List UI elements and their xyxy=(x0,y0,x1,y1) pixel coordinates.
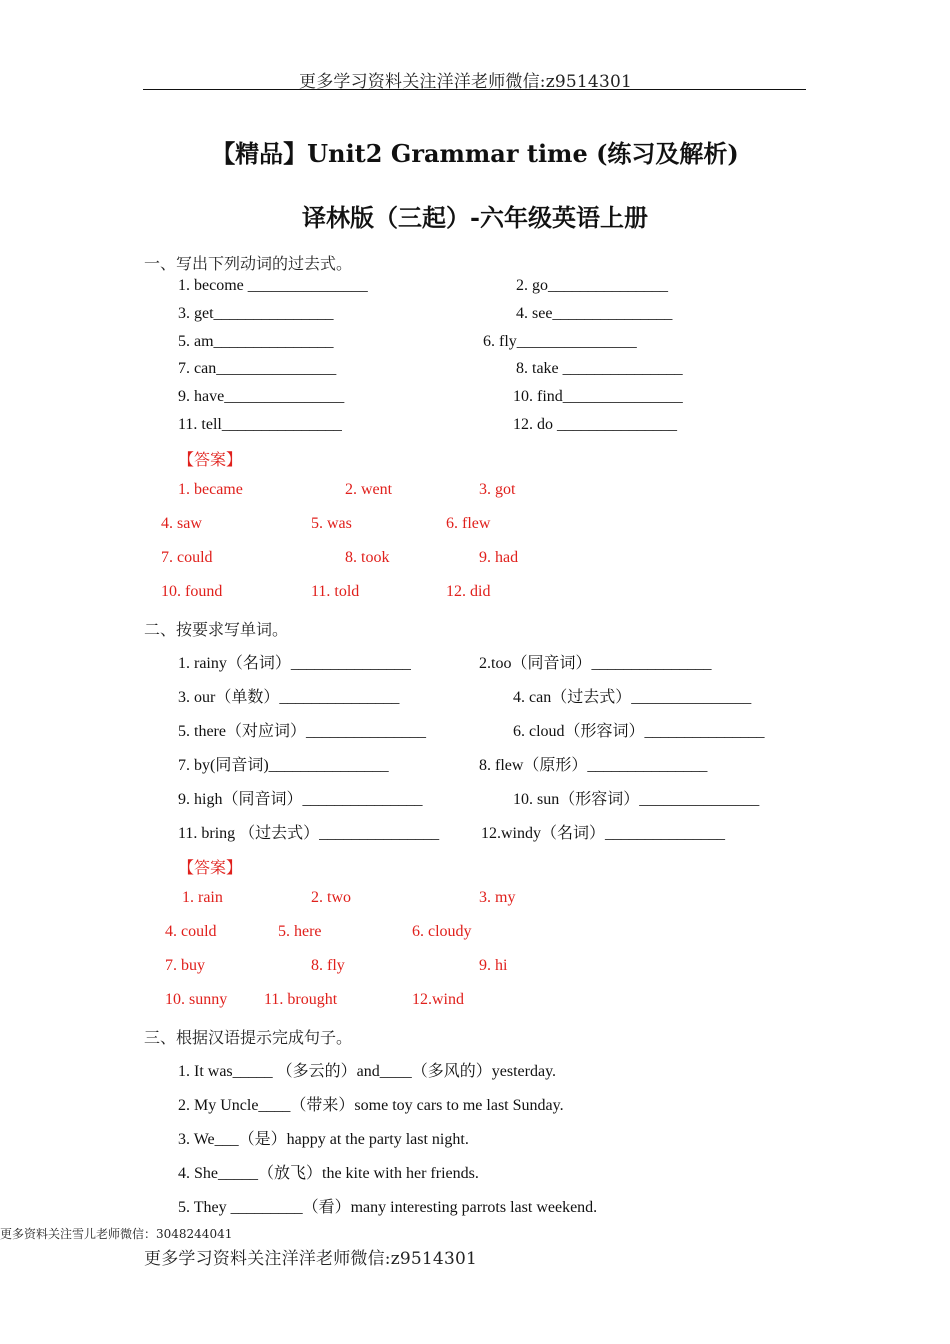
s2-answer: 12.wind xyxy=(412,991,464,1008)
s1-item: 2. go_______________ xyxy=(516,277,668,294)
header-divider xyxy=(143,89,806,90)
s1-item: 9. have_______________ xyxy=(178,388,345,405)
s2-answer: 4. could xyxy=(165,923,217,940)
page-footer-text: 更多学习资料关注洋洋老师微信:z9514301 xyxy=(144,1249,477,1269)
s2-item: 11. bring （过去式）_______________ xyxy=(178,825,440,842)
s2-item: 4. can（过去式）_______________ xyxy=(513,689,752,706)
s1-item: 11. tell_______________ xyxy=(178,416,342,433)
s1-item: 4. see_______________ xyxy=(516,305,673,322)
document-subtitle: 译林版（三起）-六年级英语上册 xyxy=(302,203,648,232)
s2-item: 6. cloud（形容词）_______________ xyxy=(513,723,765,740)
section3-heading: 三、根据汉语提示完成句子。 xyxy=(144,1030,353,1047)
s1-answer: 5. was xyxy=(311,515,352,532)
s1-item: 6. fly_______________ xyxy=(483,333,637,350)
s1-answer: 8. took xyxy=(345,549,390,566)
s2-item: 3. our（单数）_______________ xyxy=(178,689,400,706)
s1-item: 5. am_______________ xyxy=(178,333,334,350)
s1-answer: 6. flew xyxy=(446,515,491,532)
s3-item: 5. They _________（看）many interesting parrots last weekend. xyxy=(178,1199,598,1216)
s1-answer: 4. saw xyxy=(161,515,202,532)
s1-item: 10. find_______________ xyxy=(513,388,683,405)
s2-answer: 5. here xyxy=(278,923,322,940)
s3-item: 1. It was_____ （多云的）and____（多风的）yesterday. xyxy=(178,1063,557,1080)
s3-item: 4. She_____（放飞）the kite with her friends. xyxy=(178,1165,479,1182)
s1-item: 12. do _______________ xyxy=(513,416,677,433)
side-watermark-text: 更多资料关注雪儿老师微信：3048244041 xyxy=(0,1227,233,1241)
s1-answer: 7. could xyxy=(161,549,213,566)
s2-answer: 1. rain xyxy=(182,889,223,906)
s2-item: 8. flew（原形）_______________ xyxy=(479,757,708,774)
s3-item: 2. My Uncle____（带来）some toy cars to me last Sunday. xyxy=(178,1097,564,1114)
s1-answer: 3. got xyxy=(479,481,516,498)
s2-answer: 11. brought xyxy=(264,991,338,1008)
s2-answer: 10. sunny xyxy=(165,991,228,1008)
s2-answer: 6. cloudy xyxy=(412,923,472,940)
s2-answer: 7. buy xyxy=(165,957,205,974)
document-title: 【精品】Unit2 Grammar time (练习及解析) xyxy=(211,139,739,168)
s1-item: 8. take _______________ xyxy=(516,360,683,377)
section2-heading: 二、按要求写单词。 xyxy=(144,622,289,639)
s1-answer: 11. told xyxy=(311,583,360,600)
s1-item: 1. become _______________ xyxy=(178,277,368,294)
s2-answer-label: 【答案】 xyxy=(178,860,243,877)
s2-item: 9. high（同音词）_______________ xyxy=(178,791,423,808)
s1-answer: 9. had xyxy=(479,549,519,566)
s2-item: 5. there（对应词）_______________ xyxy=(178,723,426,740)
s1-item: 7. can_______________ xyxy=(178,360,337,377)
s3-item: 3. We___（是）happy at the party last night. xyxy=(178,1131,469,1148)
s2-item: 1. rainy（名词）_______________ xyxy=(178,655,411,672)
s2-item: 7. by(同音词)_______________ xyxy=(178,757,389,774)
s2-item: 12.windy（名词）_______________ xyxy=(481,825,726,842)
s1-answer: 1. became xyxy=(178,481,243,498)
s2-answer: 2. two xyxy=(311,889,351,906)
s2-answer: 3. my xyxy=(479,889,516,906)
s1-answer-label: 【答案】 xyxy=(178,452,243,469)
s1-item: 3. get_______________ xyxy=(178,305,334,322)
section1-heading: 一、写出下列动词的过去式。 xyxy=(144,256,353,273)
s1-answer: 10. found xyxy=(161,583,223,600)
s2-item: 2.too（同音词）_______________ xyxy=(479,655,712,672)
s2-item: 10. sun（形容词）_______________ xyxy=(513,791,760,808)
s2-answer: 9. hi xyxy=(479,957,508,974)
s2-answer: 8. fly xyxy=(311,957,345,974)
s1-answer: 12. did xyxy=(446,583,491,600)
page-header-text: 更多学习资料关注洋洋老师微信:z9514301 xyxy=(299,72,632,92)
s1-answer: 2. went xyxy=(345,481,393,498)
